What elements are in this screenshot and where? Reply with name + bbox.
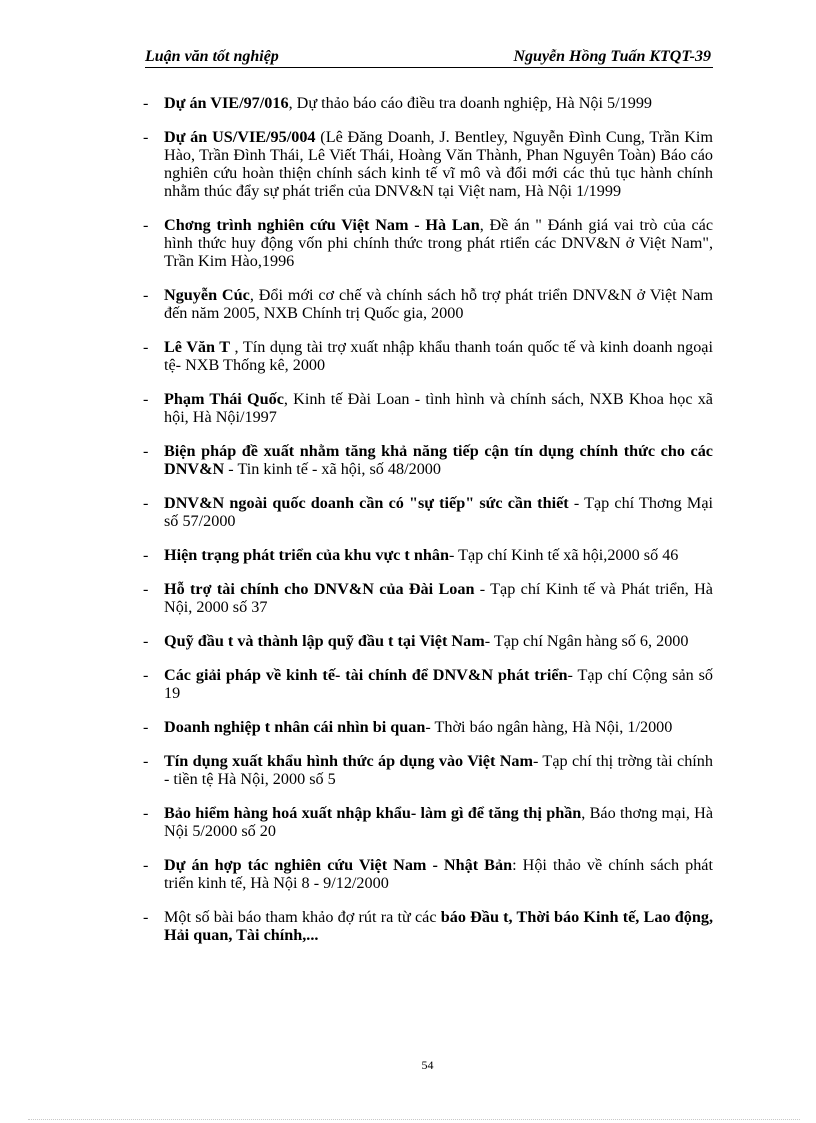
reference-title: Doanh nghiệp t nhân cái nhìn bi quan	[164, 718, 426, 736]
reference-details: : Hội thảo về chính sách phát triển kinh tế, Hà Nội 8 - 9/12/2000	[164, 856, 713, 892]
reference-details: , Dự thảo báo cáo điều tra doanh nghiệp, Hà Nội 5/1999	[288, 94, 653, 112]
reference-item	[141, 632, 713, 650]
reference-item	[141, 338, 713, 374]
header-author: Nguyễn Hồng Tuấn KTQT-39	[513, 48, 711, 65]
list-dash: -	[143, 494, 149, 512]
list-dash: -	[143, 804, 149, 822]
reference-title: Quỹ đầu t và thành lập quỹ đầu t tại Việt Nam	[164, 632, 485, 650]
reference-details: - Tạp chí Thơng Mại số 57/2000	[164, 494, 713, 530]
list-dash: -	[143, 580, 149, 598]
reference-details: - Tạp chí Kinh tế và Phát triển, Hà Nội, 2000 số 37	[164, 580, 713, 616]
reference-item	[141, 580, 713, 616]
list-dash: -	[143, 752, 149, 770]
reference-item	[141, 442, 713, 478]
reference-title: Dự án hợp tác nghiên cứu Việt Nam - Nhật Bản	[164, 856, 513, 874]
reference-title: Tín dụng xuất khẩu hình thức áp dụng vào Việt Nam	[164, 752, 533, 770]
list-dash: -	[143, 666, 149, 684]
page-bottom-divider	[28, 1119, 800, 1120]
reference-title: Hỗ trợ tài chính cho DNV&N của Đài Loan	[164, 580, 475, 598]
reference-title: Hiện trạng phát triển của khu vực t nhân	[164, 546, 449, 564]
reference-prefix: Một số bài báo tham khảo đợ rút ra từ các	[164, 908, 441, 926]
list-dash: -	[143, 442, 149, 460]
reference-details: , Đề án " Đánh giá vai trò của các hình thức huy động vốn phi chính thức trong phát rtiển các DNV&N ở Việt Nam", Trần Kim Hào,1996	[164, 216, 713, 270]
reference-title: DNV&N ngoài quốc doanh cần có "sự tiếp" sức cần thiết	[164, 494, 569, 512]
list-dash: -	[143, 128, 149, 146]
list-dash: -	[143, 94, 149, 112]
reference-title: Nguyễn Cúc	[164, 286, 250, 304]
reference-item	[141, 804, 713, 840]
reference-item	[141, 546, 713, 564]
list-dash: -	[143, 546, 149, 564]
list-dash: -	[143, 856, 149, 874]
reference-details: , Báo thơng mại, Hà Nội 5/2000 số 20	[164, 804, 714, 840]
reference-item	[141, 752, 713, 788]
reference-details: - Tạp chí Ngân hàng số 6, 2000	[484, 632, 689, 650]
list-dash: -	[143, 908, 149, 926]
reference-title: Dự án US/VIE/95/004	[164, 128, 316, 146]
reference-title: Biện pháp đề xuất nhằm tăng khả năng tiếp cận tín dụng chính thức cho các DNV&N	[164, 442, 713, 478]
header-thesis-title: Luận văn tốt nghiệp	[145, 48, 279, 65]
reference-item	[141, 128, 713, 200]
reference-item	[141, 494, 713, 530]
page-number: 54	[421, 1058, 434, 1072]
list-dash: -	[143, 718, 149, 736]
reference-item	[141, 666, 713, 702]
reference-details: - Tạp chí Cộng sản số 19	[164, 666, 713, 702]
reference-item	[141, 856, 713, 892]
reference-details: - Tạp chí thị trờng tài chính - tiền tệ Hà Nội, 2000 số 5	[164, 752, 713, 788]
reference-title: Lê Văn T	[164, 338, 231, 356]
reference-item	[141, 718, 713, 736]
reference-item	[141, 908, 713, 944]
reference-details: (Lê Đăng Doanh, J. Bentley, Nguyễn Đình Cung, Trần Kim Hào, Trần Đình Thái, Lê Viết Thái, Hoàng Văn Thành, Phan Nguyên Toàn) Báo cáo nghiên cứu hoàn thiện chính sách kinh tế vĩ mô và đổi mới các thủ tục hành chính nhằm thúc đẩy sự phát triển của DNV&N tại Việt nam, Hà Nội 1/1999	[164, 128, 713, 200]
reference-title: báo Đầu t, Thời báo Kinh tế, Lao động, Hải quan, Tài chính,...	[164, 908, 713, 944]
reference-item	[141, 390, 713, 426]
reference-title: Phạm Thái Quốc	[164, 390, 284, 408]
reference-title: Các giải pháp về kinh tế- tài chính để DNV&N phát triển	[164, 666, 568, 684]
reference-item	[141, 94, 713, 112]
reference-title: Bảo hiểm hàng hoá xuất nhập khẩu- làm gì để tăng thị phần	[164, 804, 582, 822]
reference-details: , Tín dụng tài trợ xuất nhập khẩu thanh toán quốc tế và kinh doanh ngoại tệ- NXB Thống kê, 2000	[164, 338, 713, 374]
list-dash: -	[143, 632, 149, 650]
reference-item	[141, 286, 713, 322]
list-dash: -	[143, 390, 149, 408]
reference-item	[141, 216, 713, 270]
reference-details: , Đổi mới cơ chế và chính sách hỗ trợ phát triển DNV&N ở Việt Nam đến năm 2005, NXB Chính trị Quốc gia, 2000	[164, 286, 713, 322]
list-dash: -	[143, 216, 149, 234]
list-dash: -	[143, 338, 149, 356]
reference-details: , Kinh tế Đài Loan - tình hình và chính sách, NXB Khoa học xã hội, Hà Nội/1997	[164, 390, 713, 426]
reference-details: - Tạp chí Kinh tế xã hội,2000 số 46	[448, 546, 679, 564]
reference-title: Chơng trình nghiên cứu Việt Nam - Hà Lan	[164, 216, 480, 234]
running-header	[145, 47, 713, 68]
reference-details: - Tin kinh tế - xã hội, số 48/2000	[224, 460, 441, 478]
reference-list	[141, 94, 713, 960]
list-dash: -	[143, 286, 149, 304]
reference-details: - Thời báo ngân hàng, Hà Nội, 1/2000	[425, 718, 673, 736]
reference-title: Dự án VIE/97/016	[164, 94, 289, 112]
